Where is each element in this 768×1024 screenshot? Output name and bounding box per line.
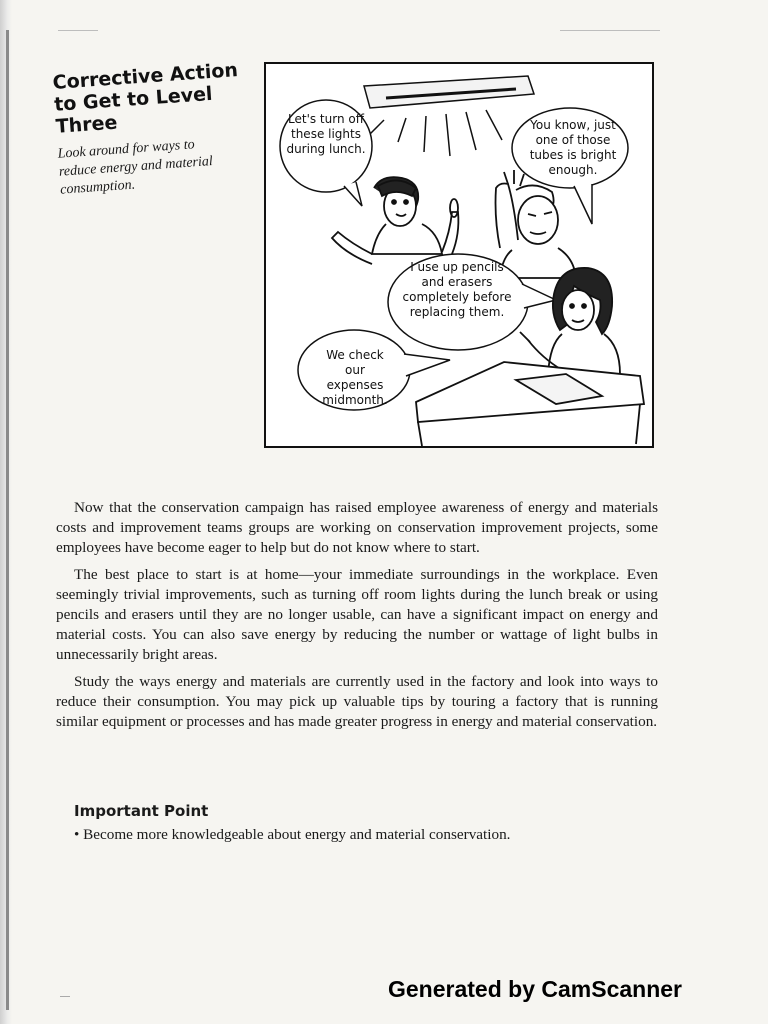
top-rule-right	[560, 30, 660, 31]
important-point-heading: Important Point	[74, 802, 209, 820]
top-rule-left	[58, 30, 98, 31]
cartoon-illustration	[264, 62, 654, 448]
paragraph-3: Study the ways energy and materials are currently used in the factory and look into ways to reduce their consumption. You may pick up valuable tips by touring a factory that is running similar equipment or processes and has made greater progress in energy and material conservation.	[56, 673, 658, 730]
speech-bubble-1-text: Let's turn off these lights during lunch.	[286, 112, 366, 156]
ceiling-light-icon	[364, 76, 534, 156]
paragraph-1: Now that the conservation campaign has raised employee awareness of energy and materials costs and improvement teams groups are working on conservation improvement projects, some employees have become eager to help but do not know where to start.	[56, 499, 658, 556]
paragraph-2: The best place to start is at home—your immediate surroundings in the workplace. Even seemingly trivial improvements, such as turning off room lights during the lunch break or using pencils and erasers until they are no longer usable, can have a significant impact on energy and material costs. You can also save energy by reducing the number or wattage of light bulbs in unnecessarily bright areas.	[56, 566, 658, 663]
speech-bubble-3-text: I use up pencils and erasers completely before replacing them.	[402, 260, 512, 319]
bottom-mark	[60, 996, 70, 997]
body-text	[56, 498, 658, 739]
important-point-item: • Become more knowledgeable about energy and material conservation.	[74, 826, 511, 843]
desk	[416, 362, 644, 446]
woman-figure	[520, 268, 620, 374]
speech-bubble-2-text: You know, just one of those tubes is bright enough.	[529, 118, 617, 177]
camscanner-watermark: Generated by CamScanner	[388, 976, 683, 1002]
section-subtitle: Look around for ways to reduce energy and material consumption.	[57, 137, 214, 198]
section-title: Corrective Action to Get to Level Three	[52, 59, 239, 138]
sidebar	[52, 58, 260, 200]
speech-bubble-4-text: We check our expenses midmonth.	[322, 348, 388, 407]
page-binding-line	[6, 30, 9, 1010]
